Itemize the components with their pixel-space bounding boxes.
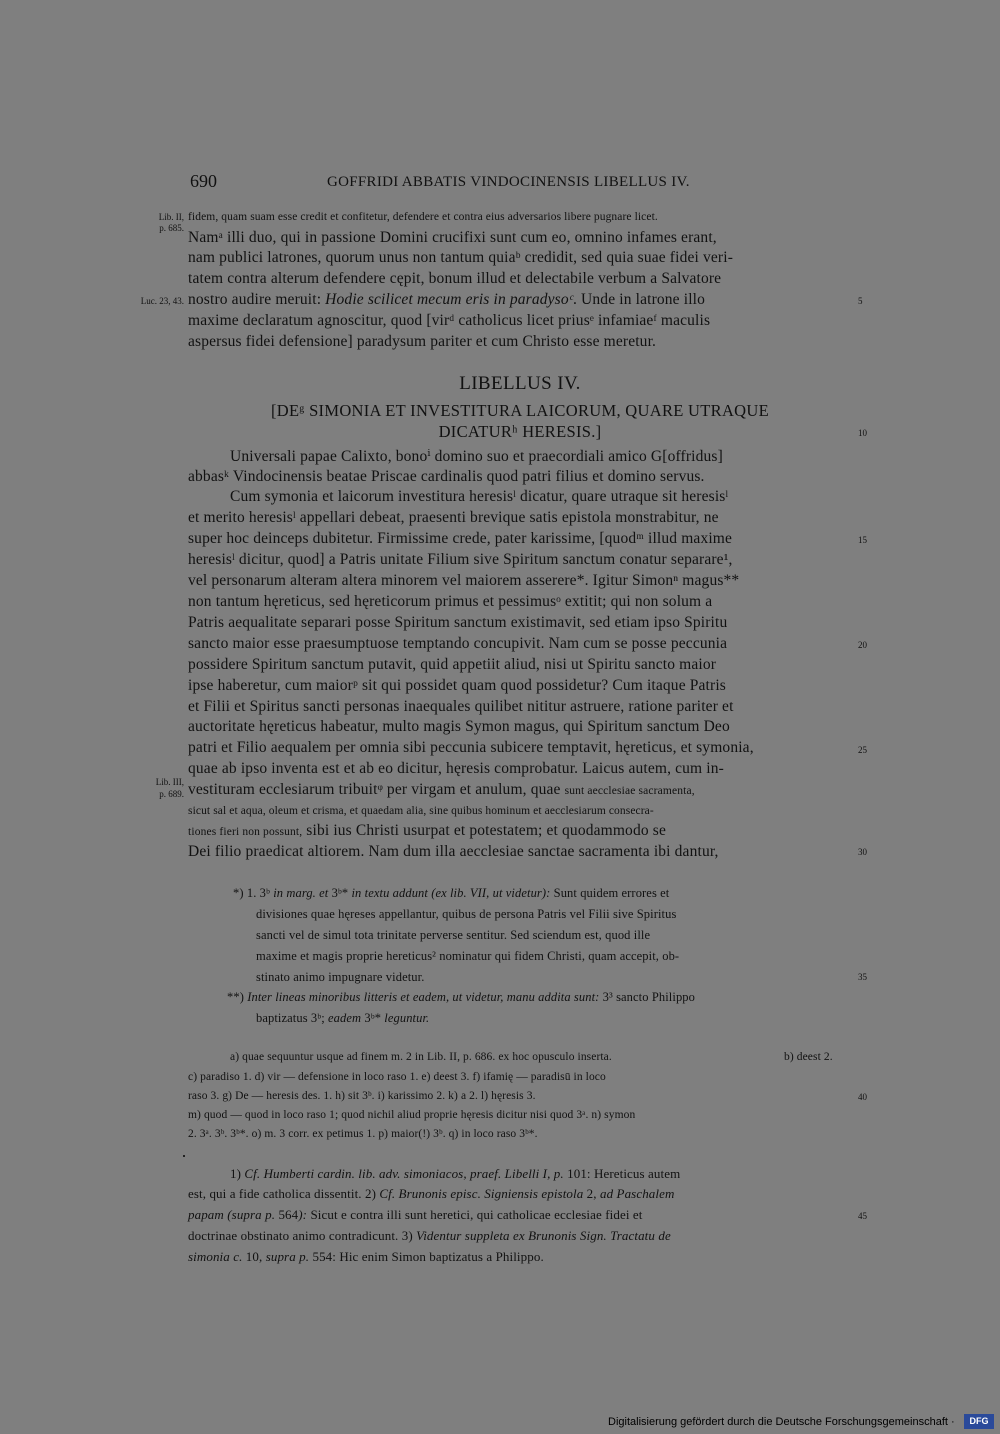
line-number: 20: [858, 640, 867, 650]
text-line: divisiones quae hęreses appellantur, quibus de persona Patris vel Filii sive Spiritus: [256, 907, 677, 921]
text-line: fidem, quam suam esse credit et confitetur, defendere et contra eius adversarios libere pugnare licet.: [188, 211, 658, 223]
note-line: est, qui a fide catholica dissentit. 2) Cf. Brunonis episc. Signiensis epistola 2, ad Paschalem: [188, 1186, 675, 1201]
margin-ref-lib3: Lib. III,: [155, 777, 184, 787]
text-line: maxime et magis proprie hereticus² nominatur qui fidem Christi, quam accepit, ob-: [256, 949, 680, 963]
line-number: 5: [858, 296, 863, 306]
line-number: 30: [858, 847, 867, 857]
dfg-logo: DFG: [964, 1414, 994, 1429]
funding-credit: Digitalisierung gefördert durch die Deutsche Forschungsgemeinschaft ·: [608, 1416, 955, 1428]
text-line: tiones fieri non possunt, sibi ius Christi usurpat et potestatem; et quodammodo se: [188, 822, 666, 839]
libellus-title: LIBELLUS IV.: [459, 373, 581, 394]
apparatus-line: 2. 3ᵃ. 3ᵇ. 3ᵇ*. o) m. 3 corr. ex petimus 1. p) maior(!) 3ᵇ. q) in loco raso 3ᵇ*.: [188, 1128, 538, 1140]
apparatus-line: b) deest 2.: [784, 1051, 833, 1063]
text-line: nam publici latrones, quorum unus non tantum quiaᵇ credidit, sed quia suae fidei veri-: [188, 249, 734, 266]
text-line: Patris aequalitate separari posse Spiritum sanctum existimavit, sed etiam ipso Spiritu: [188, 614, 728, 631]
text-line: patri et Filio aequalem per omnia sibi peccunia subicere temptavit, hęreticus, et symonia,: [188, 739, 754, 756]
text-line: aspersus fidei defensione] paradysum pariter et cum Christo esse meretur.: [188, 333, 657, 350]
text-line: sicut sal et aqua, oleum et crisma, et quaedam alia, sine quibus hominum et aecclesiarum consecra-: [188, 805, 654, 817]
apparatus-line: c) paradiso 1. d) vir — defensione in loco raso 1. e) deest 3. f) ifamię — paradisū in loco: [188, 1071, 606, 1083]
text-line: heresisˡ dicitur, quod] a Patris unitate Filium sive Spiritum sanctum conatur separare¹,: [188, 551, 733, 568]
line-number: 15: [858, 535, 867, 545]
bible-quote: Hodie scilicet mecum eris in paradysoᶜ: [325, 291, 573, 308]
footnote-star: *) 1. 3ᵇ in marg. et 3ᵇ* in textu addunt (ex lib. VII, ut videtur): Sunt quidem errores et: [233, 886, 670, 900]
text-line: vestituram ecclesiarum tribuitᵠ per virgam et anulum, quae sunt aecclesiae sacramenta,: [188, 781, 695, 798]
text-line: et merito heresisˡ appellari debeat, praesenti brevique satis epistola monstrabitur, ne: [188, 509, 719, 526]
apparatus-line: a) quae sequuntur usque ad finem m. 2 in Lib. II, p. 686. ex hoc opusculo inserta.: [230, 1051, 612, 1063]
margin-ref-lib2: Lib. II,: [158, 212, 184, 222]
note-line: 1) Cf. Humberti cardin. lib. adv. simoniacos, praef. Libelli I, p. 101: Hereticus autem: [230, 1166, 681, 1181]
running-title: GOFFRIDI ABBATIS VINDOCINENSIS LIBELLUS IV.: [327, 174, 690, 190]
note-line: doctrinae obstinato animo contradicunt. 3) Videntur suppleta ex Brunonis Sign. Tractatu de: [188, 1228, 671, 1243]
line-number: 25: [858, 745, 867, 755]
text-line: possidere Spiritum sanctum putavit, quid appetiit aliud, nisi ut Spiritu sancto maior: [188, 656, 717, 673]
libellus-subtitle: DICATURʰ HERESIS.]: [438, 422, 602, 441]
apparatus-line: raso 3. g) De — heresis des. 1. h) sit 3ᵇ. i) karissimo 2. k) a 2. l) hęresis 3.: [188, 1090, 536, 1102]
text-line: Dei filio praedicat altiorem. Nam dum illa aecclesiae sanctae sacramenta ibi dantur,: [188, 843, 719, 860]
text-line: vel personarum alteram altera minorem vel maiorem asserere*. Igitur Simonⁿ magus**: [188, 572, 740, 589]
text-line: Namᵃ illi duo, qui in passione Domini crucifixi sunt cum eo, omnino infames erant,: [188, 229, 717, 246]
line-number: 35: [858, 972, 867, 982]
stray-dot: [183, 1155, 185, 1157]
text-line: Cum symonia et laicorum investitura heresisˡ dicatur, quare utraque sit heresisˡ: [230, 488, 729, 505]
text-line: tatem contra alterum defendere cępit, bonum illud et delectabile verbum a Salvatore: [188, 270, 722, 287]
margin-ref-p685: p. 685.: [159, 223, 184, 233]
apparatus-line: m) quod — quod in loco raso 1; quod nichil aliud proprie hęresis dicitur nisi quod 3ᵃ. n) symon: [188, 1109, 636, 1121]
text-line: super hoc deinceps dubitetur. Firmissime crede, pater karissime, [quodᵐ illud maxime: [188, 530, 733, 547]
text-line: et Filii et Spiritus sancti personas inaequales quilibet nititur astruere, ratione pariter et: [188, 698, 734, 715]
text-line: Universali papae Calixto, bonoⁱ domino suo et praecordiali amico G[offridus]: [230, 448, 723, 465]
text-line: maxime declaratum agnoscitur, quod [virᵈ catholicus licet priusᵉ infamiaeᶠ maculis: [188, 312, 711, 329]
line-number: 40: [858, 1092, 867, 1102]
page-number: 690: [190, 171, 217, 191]
margin-ref-p689: p. 689.: [159, 789, 184, 799]
text-line: sancti vel de simul tota trinitate perverse sentitur. Sed sciendum est, quod ille: [256, 928, 651, 942]
note-line: simonia c. 10, supra p. 554: Hic enim Simon baptizatus a Philippo.: [188, 1249, 544, 1264]
text-line: auctoritate hęreticus habeatur, multo magis Symon magus, qui Spiritum sanctum Deo: [188, 718, 730, 735]
text-line: abbasᵏ Vindocinensis beatae Priscae cardinalis quod patri filius et domino servus.: [188, 468, 705, 485]
text-line: sancto maior esse praesumptuose temptando concupivit. Nam cum se posse peccunia: [188, 635, 728, 652]
line-number: 45: [858, 1211, 867, 1221]
text-line: nostro audire meruit: Hodie scilicet mecum eris in paradysoᶜ. Unde in latrone illo: [188, 291, 706, 308]
note-line: papam (supra p. 564): Sicut e contra illi sunt heretici, qui catholicae ecclesiae fidei et: [188, 1207, 643, 1222]
libellus-subtitle: [DEᵍ SIMONIA ET INVESTITURA LAICORUM, QUARE UTRAQUE: [271, 401, 769, 420]
line-number: 10: [858, 428, 867, 438]
text-line: non tantum hęreticus, sed hęreticorum primus et pessimusᵒ extitit; qui non solum a: [188, 593, 713, 610]
text-line: ipse haberetur, cum maiorᵖ sit qui possidet quam quod possidetur? Cum itaque Patris: [188, 677, 726, 694]
footnote-doublestar: **) Inter lineas minoribus litteris et eadem, ut videtur, manu addita sunt: 3³ sancto Philippo: [227, 990, 695, 1004]
text-line: quae ab ipso inventa est et ab eo dicitur, hęresis comprobatur. Laicus autem, cum in-: [188, 760, 724, 777]
text-line: baptizatus 3ᵇ; eadem 3ᵇ* leguntur.: [256, 1011, 430, 1025]
margin-ref-luc: Luc. 23, 43.: [140, 296, 184, 306]
text-line: stinato animo impugnare videtur.: [256, 970, 425, 984]
